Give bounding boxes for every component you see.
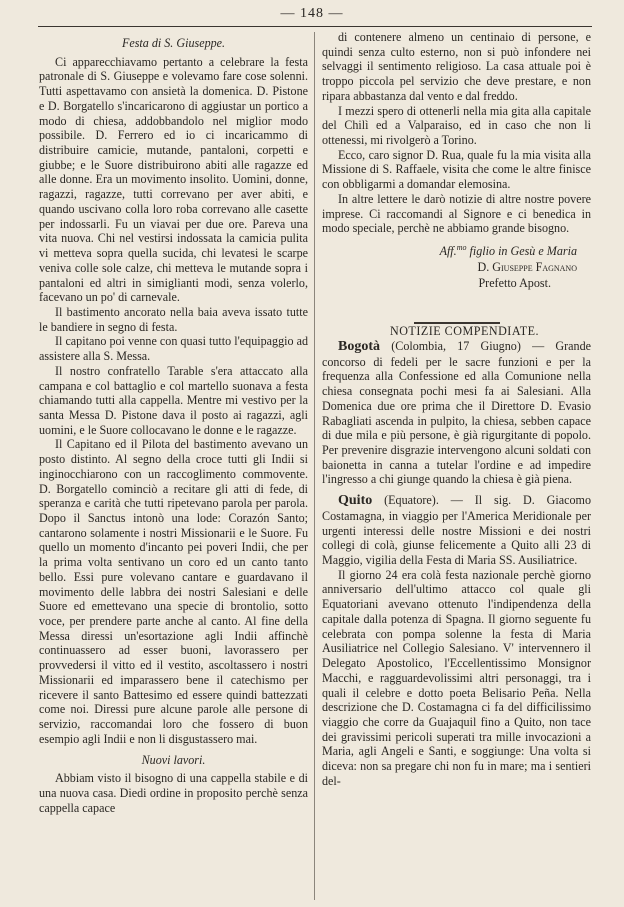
- paragraph: Il capitano poi venne con quasi tutto l'equipaggio ad assistere alla S. Messa.: [39, 334, 308, 364]
- news-item-bogota: [322, 339, 591, 487]
- paragraph: In altre lettere le darò notizie di altre nostre povere imprese. Ci raccomandi al Signore e ci benedica in modo speciale, perchè ne abbiamo grande bisogno.: [322, 191, 591, 236]
- news-item-quito: [322, 493, 591, 568]
- news-text: (Equatore). — Il sig. D. Giacomo Costamagna, in viaggio per l'America Meridionale per urgenti interessi delle nostre Missioni e dei nostri collegi di colà, giunse felicemente a Quito alli 23 di Maggio, vigilia della Festa di Maria SS. Ausiliatrice.: [322, 493, 591, 568]
- paragraph: I mezzi spero di ottenerli nella mia gita alla capitale del Chilì ed a Valparaiso, ed in caso che non li ottenessi, mi rivolgerò a Torino.: [322, 103, 591, 148]
- column-divider: [314, 32, 315, 900]
- section-heading-lavori: Nuovi lavori.: [141, 752, 206, 767]
- header-rule: [38, 26, 592, 27]
- signature-aff-superscript: mo: [456, 243, 467, 253]
- paragraph: Il giorno 24 era colà festa nazionale perchè giorno anniversario dell'ultimo attacco col quale gli Equatoriani avevano ottenuto l'indipendenza della capitale dalla potenza di Spagna. Il giorno seguente fu celebrata con pompa solenne la festa di Maria Ausiliatrice nel Collegio Salesiano. V' intervennero il Delegato Apostolico, l'Eccellentissimo Monsignor Macchi, e ragguardevolissimi altri personaggi, tra i quali il celebre e dotto poeta Belisario Peña. Nella descrizione che D. Costamagna ci fa del difficilissimo viaggio che corre da Guajaquil fino a Quito, non tace dei gravissimi pericoli superati tra mille invocazioni a Maria, agli Angeli e Santi, e soggiunge: Una volta si diceva: non sa pregare chi non fu in mare; ma i sentieri del-: [322, 567, 591, 788]
- paragraph: Il bastimento ancorato nella baia aveva issato tutte le bandiere in segno di festa.: [39, 304, 308, 334]
- paragraph: Ecco, caro signor D. Rua, quale fu la mia visita alla Missione di S. Raffaele, visita che come le altre finisce con obbligarmi a domandar elemosina.: [322, 147, 591, 192]
- signature-title: Prefetto Apost.: [478, 275, 551, 290]
- signature-name: D. Giuseppe Fagnano: [477, 259, 577, 274]
- paragraph: di contenere almeno un centinaio di persone, e quindi senza culto esterno, non si può infondere nei selvaggi il sentimento religioso. La casa attuale poi è troppo piccola pel servizio che deve prestare, e non ripara abbastanza dal vento e dal freddo.: [322, 30, 591, 103]
- paragraph: Abbiam visto il bisogno di una cappella stabile e di una nuova casa. Diedi ordine in proposito perchè senza cappella capace: [39, 771, 308, 815]
- right-column: [322, 30, 591, 902]
- section-title: NOTIZIE COMPENDIATE.: [389, 324, 540, 339]
- signature-aff: Aff.: [439, 244, 457, 259]
- place-name: Bogotà: [338, 338, 380, 354]
- page-number: — 148 —: [280, 6, 344, 21]
- left-column: [39, 30, 308, 902]
- signature-aff-text: figlio in Gesù e Maria: [466, 244, 577, 259]
- paragraph: Ci apparecchiavamo pertanto a celebrare la festa patronale di S. Giuseppe e volevamo fare cose solenni. Tutti aspettavamo con ansietà la domenica. D. Pistone e D. Borgatello s'incaricarono di aggiustar un portico a modo di chiesa, addobbandolo nel miglior modo possibile. D. Ferrero ed io ci incaricammo di distribuire camicie, mutande, pantaloni, corpetti e giubbe; e le Suore distribuirono abiti alle ragazze ed alle donne. Era un movimento insolito. Uomini, donne, ragazzi, ragazze, tutti correvano per aver abiti, e quando uscivano colla loro roba correvano alle casette per indossarli. Fu un viavai per due ore. Pareva una vita nuova. Chi nel vestirsi indossata la camicia pulita vi metteva sopra quella sucida, chi levatesi le scarpe veniva colle sole calze, chi metteva le mutande sopra i pantaloni ed altri in simiglianti modi, senza volerlo, facevano un po' di carnevale.: [39, 54, 308, 305]
- place-name: Quito: [338, 493, 373, 509]
- paragraph: Il Capitano ed il Pilota del bastimento avevano un posto distinto. Al segno della croce tutti gli Indii si inginocchiarono con un raccoglimento commovente. D. Borgatello cominciò a recitare gli atti di fede, di speranza e carità che tutti ripetevano parola per parola. Dopo il Sanctus intonò una lode: Corazón Santo; cantarono solamente i nostri Missionarii e le Suore. Fu quello un momento d'incanto pei poveri Indii, che per la prima volta sentivano un coro ed un canto tanto bello. Essi pure volevano cantare e guardavano il movimento delle labbra dei nostri Salesiani e delle Suore ed emettevano una specie di brontolio, sotto voce, per prendere parte anche al canto. Al fine della Messa diressi un'esortazione agli Indii affinchè continuassero ad esser buoni, lavorassero per provvedersi il vitto ed il vestito, ascoltassero i nostri Missionarii ed imparassero bene il catechismo per ricevere il santo Battesimo ed essere quindi battezzati come noi. Diressi pure alcune parole alle persone di servizio, raccomandai loro che fossero di buon esempio agli Indii e non li disgustassero mai.: [39, 437, 308, 746]
- section-heading-festa: Festa di S. Giuseppe.: [121, 36, 226, 50]
- signature-closing: [322, 241, 591, 259]
- news-text: (Colombia, 17 Giugno) — Grande concorso di fedeli per le sacre funzioni e per la frequenza alla Confessione ed alla Comunione nella chiesa consegnata pochi mesi fa ai Salesiani. Alla Domenica due ore prima che il Direttore D. Evasio Rabagliati ascenda in pulpito, la chiesa, sebben capace di due mila e più persone, è già rigurgitante di popolo. Per prevenire disgrazie intervengono alcuni soldati con baionetta in canna a tutelar l'ordine e ad impedire l'ingresso a chi giunge quando la chiesa è già piena.: [322, 338, 591, 487]
- paragraph: Il nostro confratello Tarable s'era attaccato alla campana e col battaglio e col martello suonava a festa chiamando tutti alla cappella. Mentre mi vestivo per la santa Messa D. Pistone dava il posto ai ragazzi, agli uomini, e le Suore collocavano le donne e le ragazze.: [39, 363, 308, 437]
